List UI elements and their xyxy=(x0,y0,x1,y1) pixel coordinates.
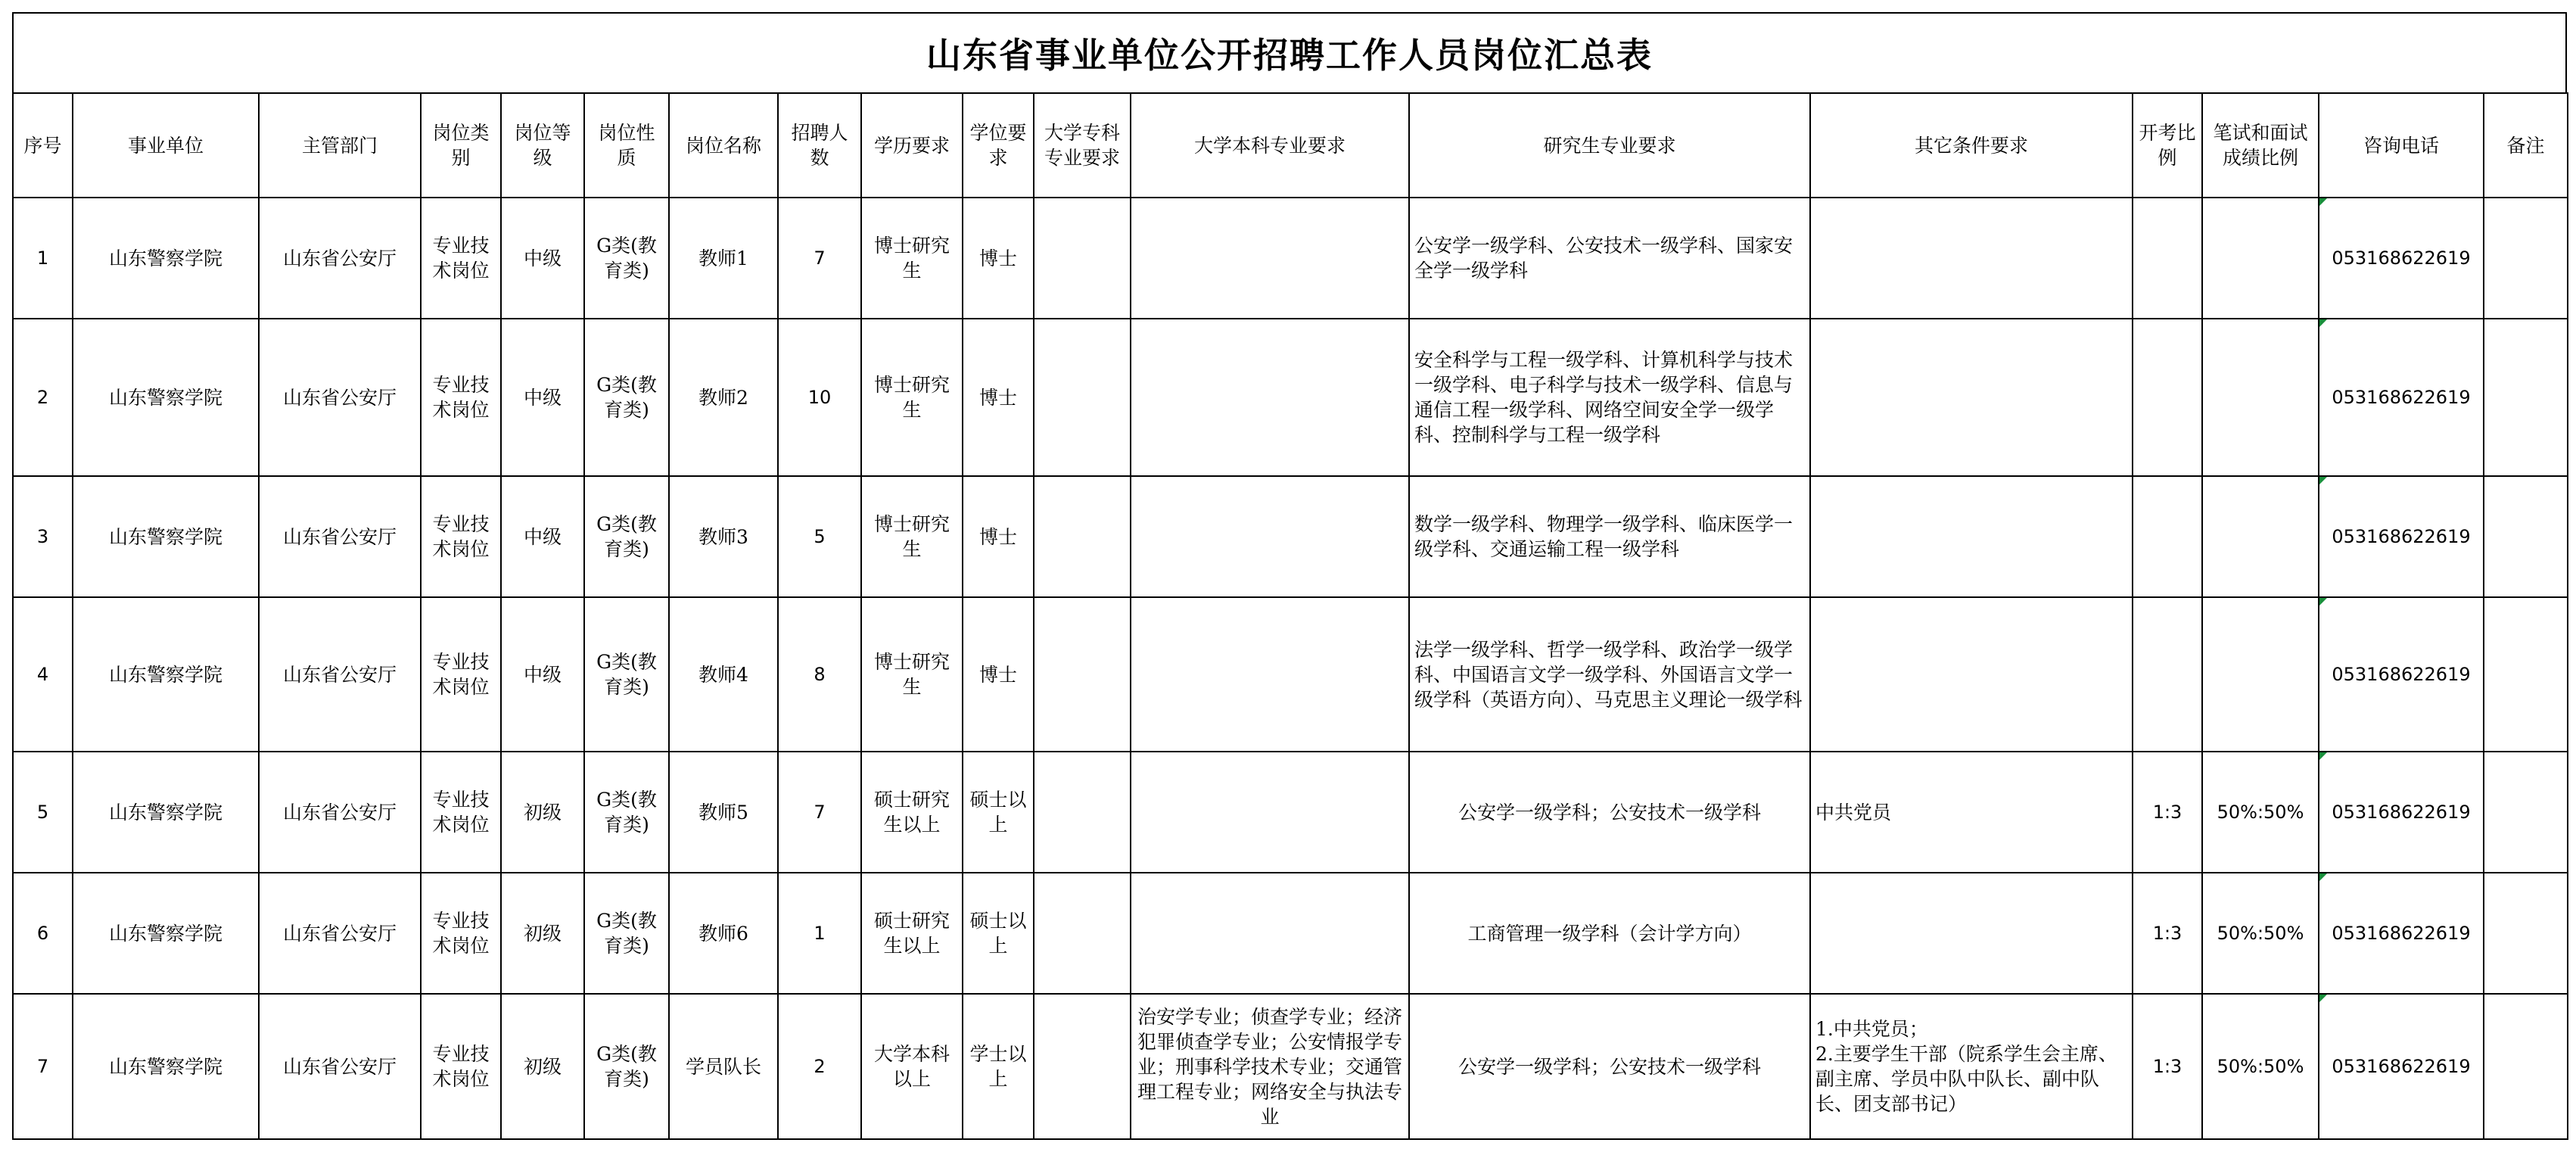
cell-count[interactable]: 8 xyxy=(778,597,861,752)
header-post-nature[interactable]: 岗位性质 xyxy=(584,93,669,198)
cell-phone[interactable]: 053168622619 xyxy=(2319,994,2484,1139)
cell-graduate-major[interactable]: 工商管理一级学科（会计学方向） xyxy=(1409,873,1810,994)
header-post-type[interactable]: 岗位类别 xyxy=(421,93,501,198)
cell-other[interactable]: 中共党员 xyxy=(1810,752,2133,873)
cell-college-major[interactable] xyxy=(1034,994,1131,1139)
cell-graduate-major[interactable]: 安全科学与工程一级学科、计算机科学与技术一级学科、电子科学与技术一级学科、信息与通信工程一级学科、网络空间安全学一级学科、控制科学与工程一级学科 xyxy=(1409,319,1810,476)
cell-post-level[interactable]: 中级 xyxy=(501,597,584,752)
cell-seq[interactable]: 6 xyxy=(13,873,73,994)
cell-seq[interactable]: 5 xyxy=(13,752,73,873)
cell-post-type[interactable]: 专业技术岗位 xyxy=(421,873,501,994)
cell-graduate-major[interactable]: 数学一级学科、物理学一级学科、临床医学一级学科、交通运输工程一级学科 xyxy=(1409,476,1810,597)
cell-education[interactable]: 博士研究生 xyxy=(861,198,963,319)
cell-seq[interactable]: 2 xyxy=(13,319,73,476)
cell-post-nature[interactable]: G类(教育类) xyxy=(584,198,669,319)
cell-college-major[interactable] xyxy=(1034,873,1131,994)
cell-score-ratio[interactable]: 50%:50% xyxy=(2202,873,2319,994)
cell-phone[interactable]: 053168622619 xyxy=(2319,198,2484,319)
cell-education[interactable]: 博士研究生 xyxy=(861,319,963,476)
cell-count[interactable]: 10 xyxy=(778,319,861,476)
spreadsheet xyxy=(12,12,2567,1140)
cell-degree[interactable]: 博士 xyxy=(963,319,1034,476)
cell-post-nature[interactable]: G类(教育类) xyxy=(584,319,669,476)
cell-score-ratio[interactable] xyxy=(2202,476,2319,597)
cell-phone[interactable]: 053168622619 xyxy=(2319,319,2484,476)
header-other[interactable]: 其它条件要求 xyxy=(1810,93,2133,198)
cell-bachelor-major[interactable] xyxy=(1131,597,1409,752)
cell-degree[interactable]: 博士 xyxy=(963,476,1034,597)
cell-other[interactable] xyxy=(1810,873,2133,994)
cell-phone[interactable]: 053168622619 xyxy=(2319,873,2484,994)
sheet-title-cell xyxy=(12,12,2567,92)
header-unit[interactable]: 事业单位 xyxy=(73,93,259,198)
header-seq[interactable]: 序号 xyxy=(13,93,73,198)
header-degree[interactable]: 学位要求 xyxy=(963,93,1034,198)
cell-bachelor-major[interactable] xyxy=(1131,198,1409,319)
cell-unit[interactable]: 山东警察学院 xyxy=(73,597,259,752)
cell-score-ratio[interactable] xyxy=(2202,198,2319,319)
cell-college-major[interactable] xyxy=(1034,752,1131,873)
cell-post-nature[interactable]: G类(教育类) xyxy=(584,873,669,994)
cell-degree[interactable]: 博士 xyxy=(963,597,1034,752)
cell-phone[interactable]: 053168622619 xyxy=(2319,476,2484,597)
cell-remark[interactable] xyxy=(2484,994,2568,1139)
table-row xyxy=(13,994,2568,1139)
sheet-title: 山东省事业单位公开招聘工作人员岗位汇总表 xyxy=(926,35,1653,76)
cell-phone[interactable]: 053168622619 xyxy=(2319,752,2484,873)
table-row xyxy=(13,476,2568,597)
cell-college-major[interactable] xyxy=(1034,597,1131,752)
cell-post-name[interactable]: 教师3 xyxy=(669,476,778,597)
cell-post-level[interactable]: 初级 xyxy=(501,873,584,994)
cell-degree[interactable]: 学士以上 xyxy=(963,994,1034,1139)
cell-unit[interactable]: 山东警察学院 xyxy=(73,198,259,319)
cell-remark[interactable] xyxy=(2484,198,2568,319)
cell-ratio[interactable] xyxy=(2133,319,2202,476)
cell-unit[interactable]: 山东警察学院 xyxy=(73,752,259,873)
cell-bachelor-major[interactable]: 治安学专业；侦查学专业；经济犯罪侦查学专业；公安情报学专业；刑事科学技术专业；交通管理工程专业；网络安全与执法专业 xyxy=(1131,994,1409,1139)
header-score-ratio[interactable]: 笔试和面试成绩比例 xyxy=(2202,93,2319,198)
cell-college-major[interactable] xyxy=(1034,198,1131,319)
cell-ratio[interactable]: 1:3 xyxy=(2133,752,2202,873)
cell-unit[interactable]: 山东警察学院 xyxy=(73,994,259,1139)
cell-post-nature[interactable]: G类(教育类) xyxy=(584,752,669,873)
cell-post-level[interactable]: 中级 xyxy=(501,198,584,319)
cell-post-level[interactable]: 初级 xyxy=(501,752,584,873)
table-row xyxy=(13,198,2568,319)
cell-dept[interactable]: 山东省公安厅 xyxy=(259,994,421,1139)
cell-bachelor-major[interactable] xyxy=(1131,873,1409,994)
cell-degree[interactable]: 硕士以上 xyxy=(963,873,1034,994)
cell-degree[interactable]: 硕士以上 xyxy=(963,752,1034,873)
cell-dept[interactable]: 山东省公安厅 xyxy=(259,476,421,597)
cell-seq[interactable]: 1 xyxy=(13,198,73,319)
header-count[interactable]: 招聘人数 xyxy=(778,93,861,198)
cell-post-type[interactable]: 专业技术岗位 xyxy=(421,198,501,319)
cell-count[interactable]: 5 xyxy=(778,476,861,597)
cell-post-nature[interactable]: G类(教育类) xyxy=(584,994,669,1139)
header-bachelor-major[interactable]: 大学本科专业要求 xyxy=(1131,93,1409,198)
cell-phone[interactable]: 053168622619 xyxy=(2319,597,2484,752)
cell-count[interactable]: 7 xyxy=(778,198,861,319)
cell-post-name[interactable]: 教师4 xyxy=(669,597,778,752)
cell-remark[interactable] xyxy=(2484,873,2568,994)
cell-count[interactable]: 1 xyxy=(778,873,861,994)
cell-post-type[interactable]: 专业技术岗位 xyxy=(421,597,501,752)
cell-remark[interactable] xyxy=(2484,597,2568,752)
cell-post-type[interactable]: 专业技术岗位 xyxy=(421,752,501,873)
cell-post-name[interactable]: 教师2 xyxy=(669,319,778,476)
cell-graduate-major[interactable]: 法学一级学科、哲学一级学科、政治学一级学科、中国语言文学一级学科、外国语言文学一级学科（英语方向）、马克思主义理论一级学科 xyxy=(1409,597,1810,752)
cell-remark[interactable] xyxy=(2484,476,2568,597)
cell-dept[interactable]: 山东省公安厅 xyxy=(259,752,421,873)
cell-post-type[interactable]: 专业技术岗位 xyxy=(421,994,501,1139)
cell-dept[interactable]: 山东省公安厅 xyxy=(259,319,421,476)
cell-education[interactable]: 硕士研究生以上 xyxy=(861,873,963,994)
cell-dept[interactable]: 山东省公安厅 xyxy=(259,597,421,752)
cell-graduate-major[interactable]: 公安学一级学科；公安技术一级学科 xyxy=(1409,994,1810,1139)
header-post-level[interactable]: 岗位等级 xyxy=(501,93,584,198)
cell-education[interactable]: 硕士研究生以上 xyxy=(861,752,963,873)
cell-post-nature[interactable]: G类(教育类) xyxy=(584,476,669,597)
cell-ratio[interactable] xyxy=(2133,597,2202,752)
cell-unit[interactable]: 山东警察学院 xyxy=(73,476,259,597)
header-ratio[interactable]: 开考比例 xyxy=(2133,93,2202,198)
header-remark[interactable]: 备注 xyxy=(2484,93,2568,198)
cell-education[interactable]: 博士研究生 xyxy=(861,597,963,752)
cell-ratio[interactable] xyxy=(2133,198,2202,319)
cell-graduate-major[interactable]: 公安学一级学科、公安技术一级学科、国家安全学一级学科 xyxy=(1409,198,1810,319)
cell-seq[interactable]: 3 xyxy=(13,476,73,597)
cell-remark[interactable] xyxy=(2484,319,2568,476)
cell-ratio[interactable]: 1:3 xyxy=(2133,873,2202,994)
cell-post-name[interactable]: 教师5 xyxy=(669,752,778,873)
cell-score-ratio[interactable] xyxy=(2202,319,2319,476)
cell-score-ratio[interactable]: 50%:50% xyxy=(2202,994,2319,1139)
cell-post-nature[interactable]: G类(教育类) xyxy=(584,597,669,752)
header-graduate-major[interactable]: 研究生专业要求 xyxy=(1409,93,1810,198)
cell-post-name[interactable]: 教师6 xyxy=(669,873,778,994)
cell-other[interactable]: 1.中共党员； 2.主要学生干部（院系学生会主席、副主席、学员中队中队长、副中队长、团支部书记） xyxy=(1810,994,2133,1139)
cell-post-type[interactable]: 专业技术岗位 xyxy=(421,476,501,597)
cell-college-major[interactable] xyxy=(1034,476,1131,597)
cell-post-type[interactable]: 专业技术岗位 xyxy=(421,319,501,476)
cell-post-level[interactable]: 中级 xyxy=(501,476,584,597)
cell-remark[interactable] xyxy=(2484,752,2568,873)
cell-graduate-major[interactable]: 公安学一级学科；公安技术一级学科 xyxy=(1409,752,1810,873)
table-body xyxy=(13,198,2568,1139)
cell-degree[interactable]: 博士 xyxy=(963,198,1034,319)
cell-count[interactable]: 7 xyxy=(778,752,861,873)
header-education[interactable]: 学历要求 xyxy=(861,93,963,198)
cell-ratio[interactable] xyxy=(2133,476,2202,597)
cell-score-ratio[interactable]: 50%:50% xyxy=(2202,752,2319,873)
cell-dept[interactable]: 山东省公安厅 xyxy=(259,873,421,994)
cell-education[interactable]: 大学本科以上 xyxy=(861,994,963,1139)
cell-bachelor-major[interactable] xyxy=(1131,752,1409,873)
cell-post-level[interactable]: 初级 xyxy=(501,994,584,1139)
header-college-major[interactable]: 大学专科专业要求 xyxy=(1034,93,1131,198)
cell-education[interactable]: 博士研究生 xyxy=(861,476,963,597)
cell-ratio[interactable]: 1:3 xyxy=(2133,994,2202,1139)
cell-post-name[interactable]: 教师1 xyxy=(669,198,778,319)
cell-other[interactable] xyxy=(1810,597,2133,752)
cell-other[interactable] xyxy=(1810,319,2133,476)
cell-other[interactable] xyxy=(1810,476,2133,597)
cell-count[interactable]: 2 xyxy=(778,994,861,1139)
table-row xyxy=(13,319,2568,476)
header-phone[interactable]: 咨询电话 xyxy=(2319,93,2484,198)
cell-unit[interactable]: 山东警察学院 xyxy=(73,873,259,994)
cell-score-ratio[interactable] xyxy=(2202,597,2319,752)
cell-dept[interactable]: 山东省公安厅 xyxy=(259,198,421,319)
cell-unit[interactable]: 山东警察学院 xyxy=(73,319,259,476)
cell-seq[interactable]: 4 xyxy=(13,597,73,752)
table-row xyxy=(13,597,2568,752)
table-row xyxy=(13,873,2568,994)
header-post-name[interactable]: 岗位名称 xyxy=(669,93,778,198)
cell-post-level[interactable]: 中级 xyxy=(501,319,584,476)
header-dept[interactable]: 主管部门 xyxy=(259,93,421,198)
header-row xyxy=(13,93,2568,198)
cell-bachelor-major[interactable] xyxy=(1131,319,1409,476)
positions-table xyxy=(12,92,2568,1140)
cell-other[interactable] xyxy=(1810,198,2133,319)
cell-college-major[interactable] xyxy=(1034,319,1131,476)
cell-post-name[interactable]: 学员队长 xyxy=(669,994,778,1139)
cell-bachelor-major[interactable] xyxy=(1131,476,1409,597)
table-row xyxy=(13,752,2568,873)
cell-seq[interactable]: 7 xyxy=(13,994,73,1139)
